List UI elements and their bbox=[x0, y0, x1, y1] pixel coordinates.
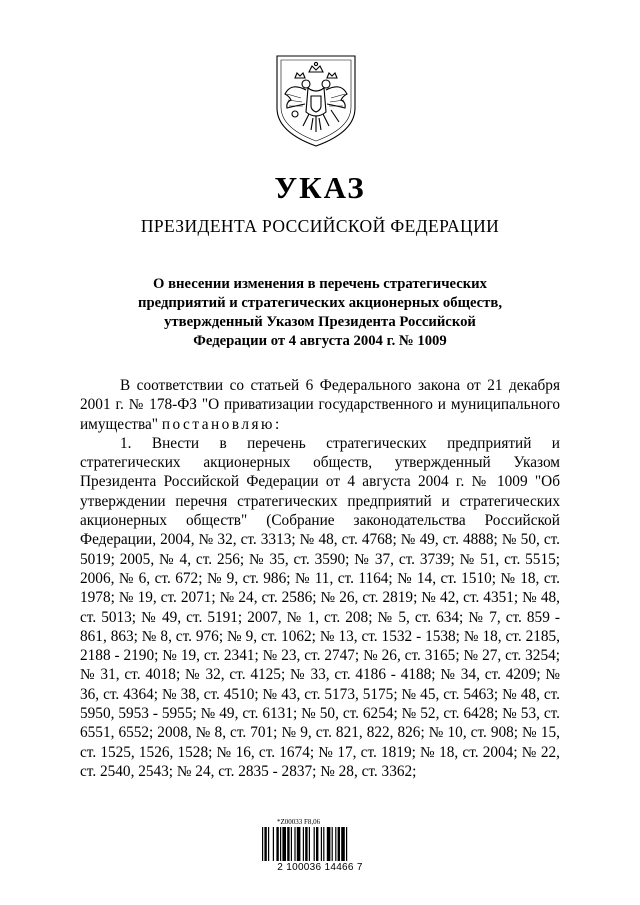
barcode-bar bbox=[280, 827, 281, 861]
barcode-caption: *Z00033 F8,06 bbox=[277, 818, 321, 826]
barcode-icon bbox=[262, 827, 378, 861]
body-paragraph bbox=[80, 376, 560, 434]
decree-subtitle: ПРЕЗИДЕНТА РОССИЙСКОЙ ФЕДЕРАЦИИ bbox=[140, 216, 500, 236]
barcode-bar bbox=[297, 827, 301, 861]
barcode-bar bbox=[316, 827, 318, 861]
heading-line: утвержденный Указом Президента Российской bbox=[164, 314, 476, 330]
decree-title: УКАЗ bbox=[274, 170, 366, 205]
barcode-bar bbox=[332, 827, 333, 861]
barcode-bar bbox=[276, 827, 278, 861]
barcode-bar bbox=[294, 827, 295, 861]
barcode-bar bbox=[287, 827, 289, 861]
barcode-block bbox=[250, 818, 390, 878]
barcode-bar bbox=[335, 827, 336, 861]
barcode-bar bbox=[346, 827, 347, 861]
barcode-bar bbox=[305, 827, 307, 861]
barcode-bar bbox=[309, 827, 310, 861]
barcode-bar bbox=[291, 827, 292, 861]
barcode-bar bbox=[264, 827, 266, 861]
barcode-bar bbox=[303, 827, 304, 861]
barcode-bar bbox=[262, 827, 263, 861]
barcode-number: 2 100036 14466 7 bbox=[277, 862, 363, 873]
barcode-bar bbox=[323, 827, 324, 861]
preamble-text: В соответствии со статьей 6 Федерального закона от 21 декабря 2001 г. № 178-ФЗ "О приватизации государственного и муниципального имущества" bbox=[80, 377, 560, 433]
body-paragraph: 1. Внести в перечень стратегических предприятий и стратегических акционерных обществ, утвержденный Указом Президента Российской Федерации от 4 августа 2004 г. № 1009 "Об утверждении перечня стратегических предприятий и стратегических акционерных обществ" (Собрание законодательства Российской Федерации, 2004, № 32, ст. 3313; № 48, ст. 4768; № 49, ст. 4888; № 50, ст. 5019; 2005, № 4, ст. 256; № 35, ст. 3590; № 37, ст. 3739; № 51, ст. 5515; 2006, № 6, ст. 672; № 9, ст. 986; № 11, ст. 1164; № 14, ст. 1510; № 18, ст. 1978; № 19, ст. 2071; № 24, ст. 2586; № 26, ст. 2819; № 42, ст. 4351; № 48, ст. 5013; № 49, ст. 5191; 2007, № 1, ст. 208; № 5, ст. 634; № 7, ст. 859 - 861, 863; № 8, ст. 976; № 9, ст. 1062; № 13, ст. 1532 - 1538; № 18, ст. 2185, 2188 - 2190; № 19, ст. 2341; № 23, ст. 2747; № 26, ст. 3165; № 27, ст. 3254; № 31, ст. 4018; № 32, ст. 4125; № 33, ст. 4186 - 4188; № 34, ст. 4209; № 36, ст. 4364; № 38, ст. 4510; № 43, ст. 5173, 5175; № 45, ст. 5463; № 48, ст. 5950, 5953 - 5955; № 49, ст. 6131; № 50, ст. 6254; № 52, ст. 6428; № 53, ст. 6551, 6552; 2008, № 8, ст. 701; № 9, ст. 821, 822, 826; № 10, ст. 908; № 15, ст. 1525, 1526, 1528; № 16, ст. 1674; № 17, ст. 1819; № 18, ст. 2004; № 22, ст. 2540, 2543; № 24, ст. 2835 - 2837; № 28, ст. 3362; bbox=[80, 434, 560, 780]
russian-coat-of-arms-icon bbox=[271, 50, 361, 150]
heading-line: О внесении изменения в перечень стратегических bbox=[153, 276, 487, 292]
barcode-bar bbox=[282, 827, 286, 861]
document-heading bbox=[120, 275, 520, 351]
barcode-bar bbox=[338, 827, 340, 861]
barcode-bar bbox=[327, 827, 331, 861]
document-body bbox=[80, 376, 560, 781]
heading-line: Федерации от 4 августа 2004 г. № 1009 bbox=[193, 333, 447, 349]
decree-word: постановляю: bbox=[161, 415, 282, 433]
barcode-bar bbox=[268, 827, 269, 861]
barcode-bar bbox=[314, 827, 315, 861]
heading-line: предприятий и стратегических акционерных обществ, bbox=[137, 295, 503, 311]
barcode-bar bbox=[273, 827, 274, 861]
barcode-bar bbox=[321, 827, 322, 861]
barcode-bar bbox=[341, 827, 345, 861]
